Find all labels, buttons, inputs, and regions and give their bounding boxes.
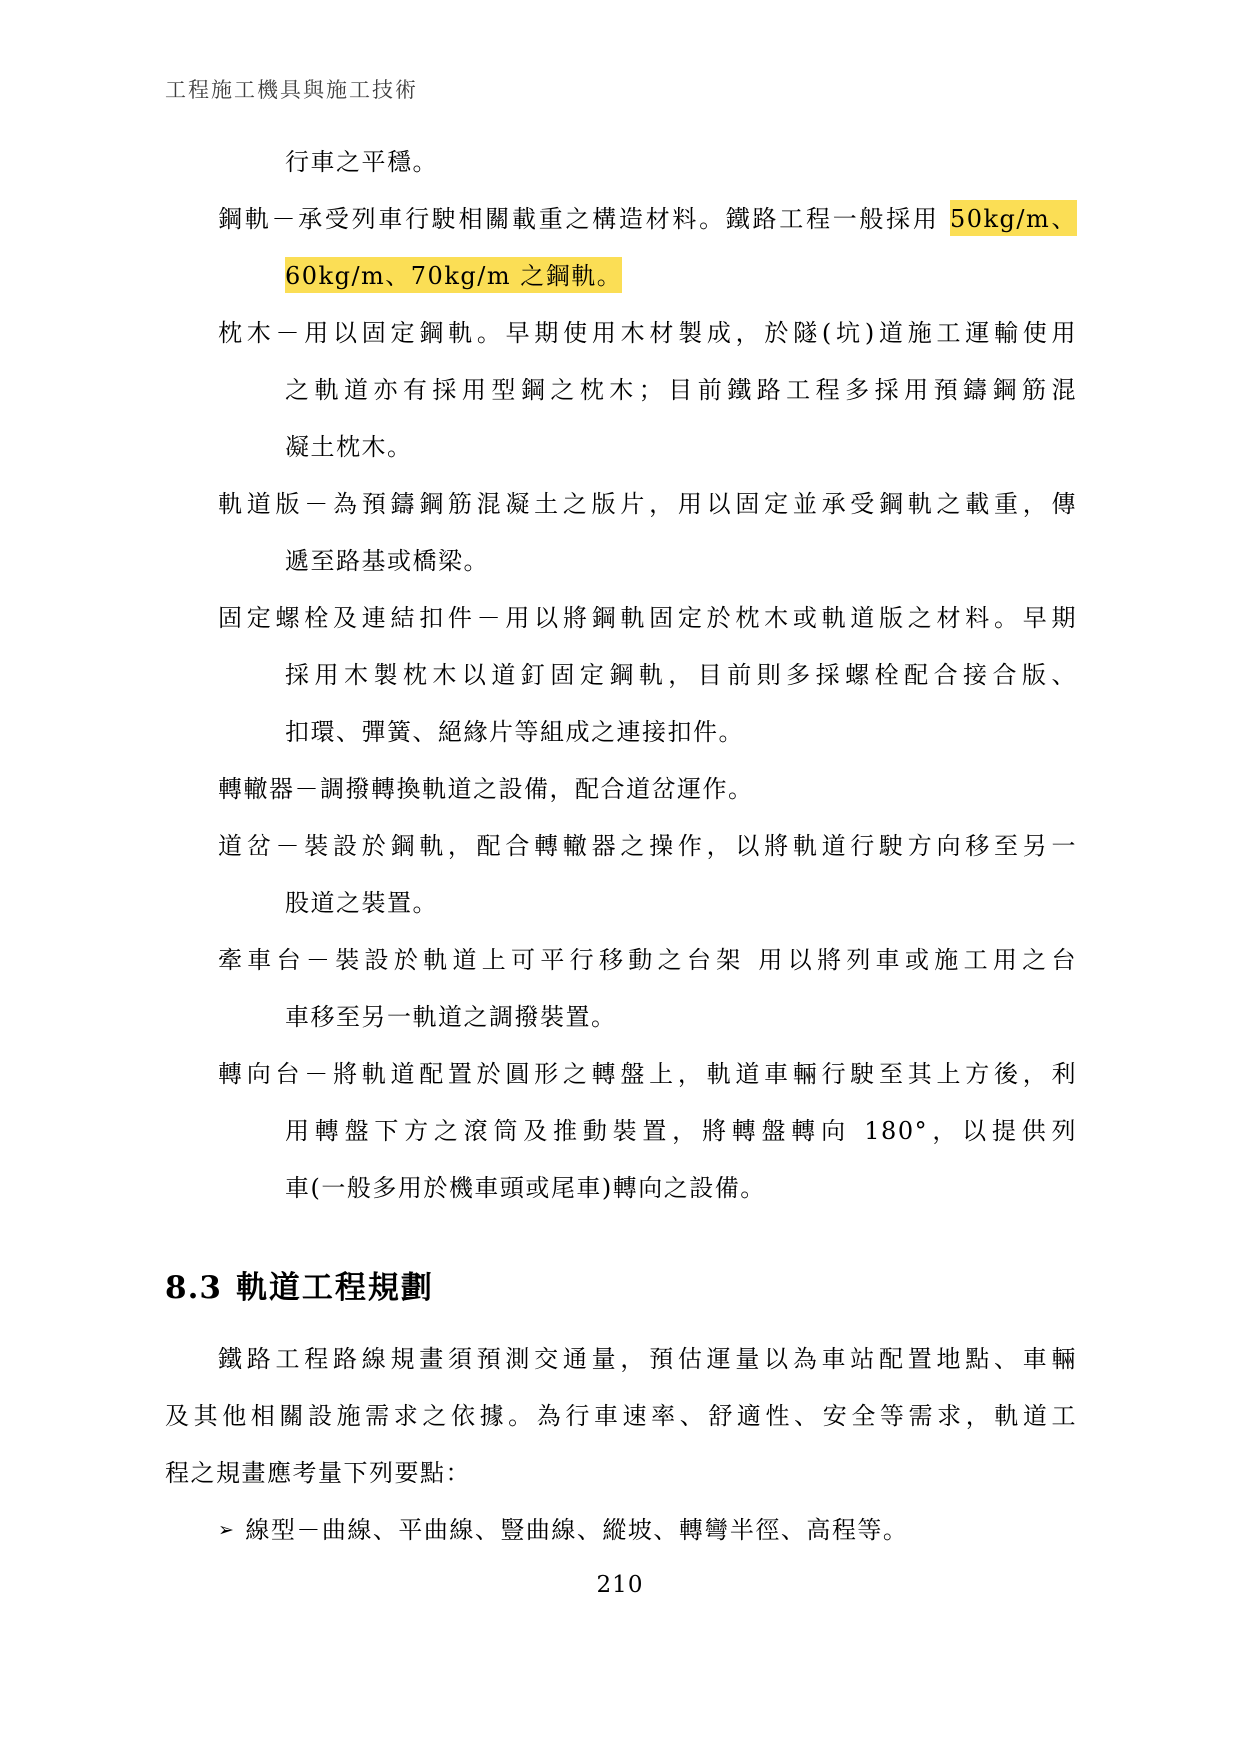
page-header xyxy=(165,74,418,104)
bullet-arrow-icon: ➢ xyxy=(218,1519,236,1541)
body-line: 車(一般多用於機車頭或尾車)轉向之設備。 xyxy=(285,1174,766,1202)
section-title: 軌道工程規劃 xyxy=(235,1270,434,1306)
body-line: 股道之裝置。 xyxy=(285,889,438,917)
definition-list xyxy=(165,134,1077,1217)
paragraph-line: 及其他相關設施需求之依據。為行車速率、舒適性、安全等需求，軌道工 xyxy=(165,1402,1077,1430)
body-line: 牽車台－裝設於軌道上可平行移動之台架 用以將列車或施工用之台 xyxy=(218,946,1077,974)
section-heading xyxy=(165,1262,434,1307)
page-number: 210 xyxy=(596,1572,644,1598)
body-line: 採用木製枕木以道釘固定鋼軌，目前則多採螺栓配合接合版、 xyxy=(285,661,1077,689)
body-line: 道岔－裝設於鋼軌，配合轉轍器之操作，以將軌道行駛方向移至另一 xyxy=(218,832,1077,860)
body-line: 用轉盤下方之滾筒及推動裝置，將轉盤轉向 180°，以提供列 xyxy=(285,1117,1077,1145)
book-title: 工程施工機具與施工技術 xyxy=(165,78,418,102)
body-line: 轉向台－將軌道配置於圓形之轉盤上，軌道車輛行駛至其上方後，利 xyxy=(218,1060,1077,1088)
body-line: 車移至另一軌道之調撥裝置。 xyxy=(285,1003,617,1031)
highlight-text: 50kg/m、 xyxy=(950,200,1077,236)
body-line: 之軌道亦有採用型鋼之枕木；目前鐵路工程多採用預鑄鋼筋混 xyxy=(285,376,1077,404)
body-line xyxy=(165,191,1077,248)
body-line: 扣環、彈簧、絕緣片等組成之連接扣件。 xyxy=(285,718,744,746)
body-line: 遞至路基或橋梁。 xyxy=(285,547,489,575)
body-line: 凝土枕木。 xyxy=(285,433,413,461)
paragraph-line: 程之規畫應考量下列要點： xyxy=(165,1459,471,1487)
bullet-text: 線型－曲線、平曲線、豎曲線、縱坡、轉彎半徑、高程等。 xyxy=(245,1516,909,1544)
paragraph-line: 鐵路工程路線規畫須預測交通量，預估運量以為車站配置地點、車輛 xyxy=(218,1345,1077,1373)
body-line: 軌道版－為預鑄鋼筋混凝土之版片，用以固定並承受鋼軌之載重，傳 xyxy=(218,490,1077,518)
page-footer xyxy=(0,1572,1240,1598)
paragraph xyxy=(165,1331,1077,1559)
body-line: 轉轍器－調撥轉換軌道之設備，配合道岔運作。 xyxy=(218,775,754,803)
section-number: 8.3 xyxy=(165,1270,222,1306)
highlight-text: 60kg/m、70kg/m 之鋼軌。 xyxy=(285,257,622,293)
body-line: 枕木－用以固定鋼軌。早期使用木材製成，於隧(坑)道施工運輸使用 xyxy=(218,319,1077,347)
body-line: 行車之平穩。 xyxy=(285,148,438,176)
bullet-item xyxy=(165,1502,1077,1559)
body-line: 固定螺栓及連結扣件－用以將鋼軌固定於枕木或軌道版之材料。早期 xyxy=(218,604,1077,632)
body-text: 鋼軌－承受列車行駛相關載重之構造材料。鐵路工程一般採用 xyxy=(218,205,950,233)
body-line xyxy=(165,248,1077,305)
